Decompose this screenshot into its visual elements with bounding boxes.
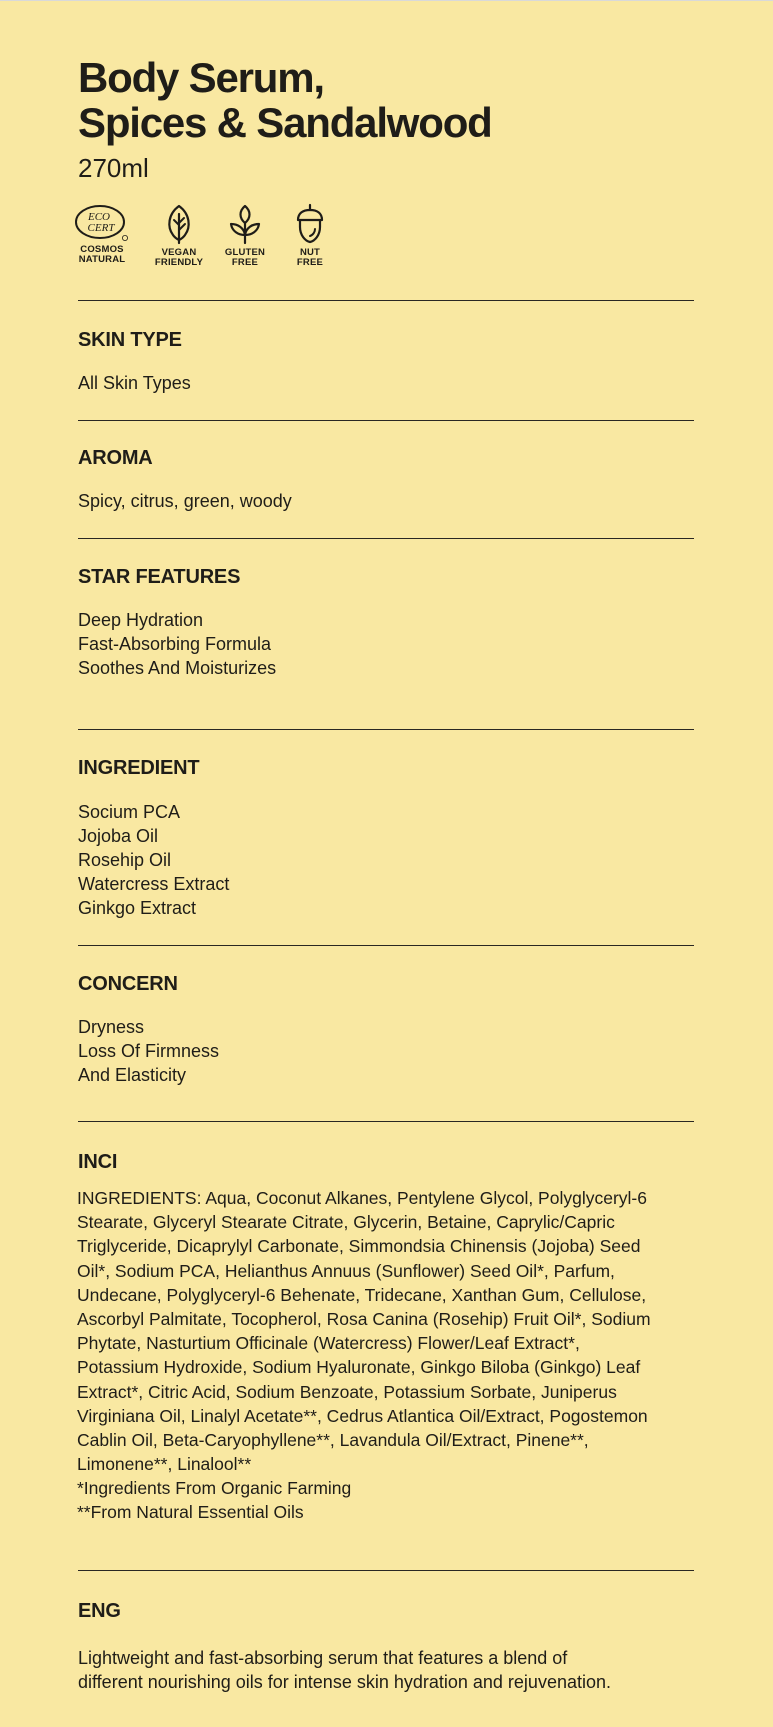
badge-label: VEGAN FRIENDLY — [154, 247, 204, 268]
badge-label: NUT FREE — [296, 247, 324, 268]
section-body-aroma — [78, 489, 292, 513]
description-line: different nourishing oils for intense skin hydration and rejuvenation. — [78, 1672, 611, 1692]
wheat-icon — [225, 203, 265, 245]
badge-vegan-friendly — [143, 203, 215, 268]
divider — [78, 1121, 694, 1122]
section-body-skin-type — [78, 371, 191, 395]
list-item: Dryness — [78, 1017, 145, 1037]
divider — [78, 420, 694, 421]
divider — [78, 538, 694, 539]
section-heading-skin-type: SKIN TYPE — [78, 329, 182, 351]
divider — [78, 945, 694, 946]
divider — [78, 1570, 694, 1571]
inci-ingredients-text: INGREDIENTS: Aqua, Coconut Alkanes, Pentylene Glycol, Polyglyceryl-6 Stearate, Glyceryl Stearate Citrate, Glycerin, Betaine, Caprylic/Capric Triglyceride, Dicaprylyl Carbonate, Simmondsia Chinensis (Jojoba) Seed Oil*, Sodium PCA, Helianthus Annuus (Sunflower) Seed Oil*, Parfum, Undecane, Polyglyceryl-6 Behenate, Tridecane, Xanthan Gum, Cellulose, Ascorbyl Palmitate, Tocopherol, Rosa Canina (Rosehip) Fruit Oil*, Sodium Phytate, Nasturtium Officinale (Watercress) Flower/Leaf Extract*, Potassium Hydroxide, Sodium Hyaluronate, Ginkgo Biloba (Ginkgo) Leaf Extract*, Citric Acid, Sodium Benzoate, Potassium Sorbate, Juniperus Virginiana Oil, Linalyl Acetate**, Cedrus Atlantica Oil/Extract, Pogostemon Cablin Oil, Beta-Caryophyllene**, Lavandula Oil/Extract, Pinene**, Limonene**, Linalool** *Ingredients From Organic Farming **From Natural Essential Oils — [77, 1188, 651, 1523]
badge-cosmos-natural — [66, 203, 138, 265]
list-item: Loss Of Firmness — [78, 1041, 220, 1061]
section-body-star-features — [78, 608, 276, 680]
product-title — [78, 55, 492, 145]
list-item: Ginkgo Extract — [78, 898, 197, 918]
list-item: Socium PCA — [78, 802, 181, 822]
description-line: Lightweight and fast-absorbing serum that features a blend of — [78, 1648, 568, 1668]
list-item: Watercress Extract — [78, 874, 230, 894]
acorn-icon — [290, 203, 330, 245]
list-item: Deep Hydration — [78, 610, 204, 630]
list-item: And Elasticity — [78, 1065, 187, 1085]
section-body-eng — [78, 1646, 611, 1694]
product-title-line-2: Spices & Sandalwood — [78, 99, 492, 146]
section-heading-ingredient: INGREDIENT — [78, 757, 200, 779]
product-title-line-1: Body Serum, — [78, 54, 324, 101]
product-size: 270ml — [78, 153, 149, 183]
list-item: Soothes And Moisturizes — [78, 658, 277, 678]
ecocert-logo-text-2: CERT — [87, 222, 115, 234]
leaf-icon — [159, 203, 199, 245]
ecocert-icon — [72, 203, 132, 243]
list-item: Rosehip Oil — [78, 850, 172, 870]
section-heading-eng: ENG — [78, 1600, 121, 1622]
badge-label: GLUTEN FREE — [224, 247, 266, 268]
section-body-ingredient — [78, 800, 229, 920]
badge-nut-free — [274, 203, 346, 268]
badge-label: COSMOS NATURAL — [78, 244, 126, 265]
section-heading-concern: CONCERN — [78, 973, 178, 995]
badge-gluten-free — [209, 203, 281, 268]
list-item: All Skin Types — [78, 373, 191, 393]
certification-badges — [78, 203, 378, 273]
section-heading-star-features: STAR FEATURES — [78, 566, 241, 588]
list-item: Jojoba Oil — [78, 826, 159, 846]
list-item: Fast-Absorbing Formula — [78, 634, 272, 654]
ecocert-logo-text-1: ECO — [88, 211, 110, 223]
section-heading-inci: INCI — [78, 1151, 118, 1173]
divider — [78, 729, 694, 730]
divider — [78, 300, 694, 301]
list-item: Spicy, citrus, green, woody — [78, 491, 292, 511]
section-heading-aroma: AROMA — [78, 447, 153, 469]
section-body-concern — [78, 1015, 219, 1087]
